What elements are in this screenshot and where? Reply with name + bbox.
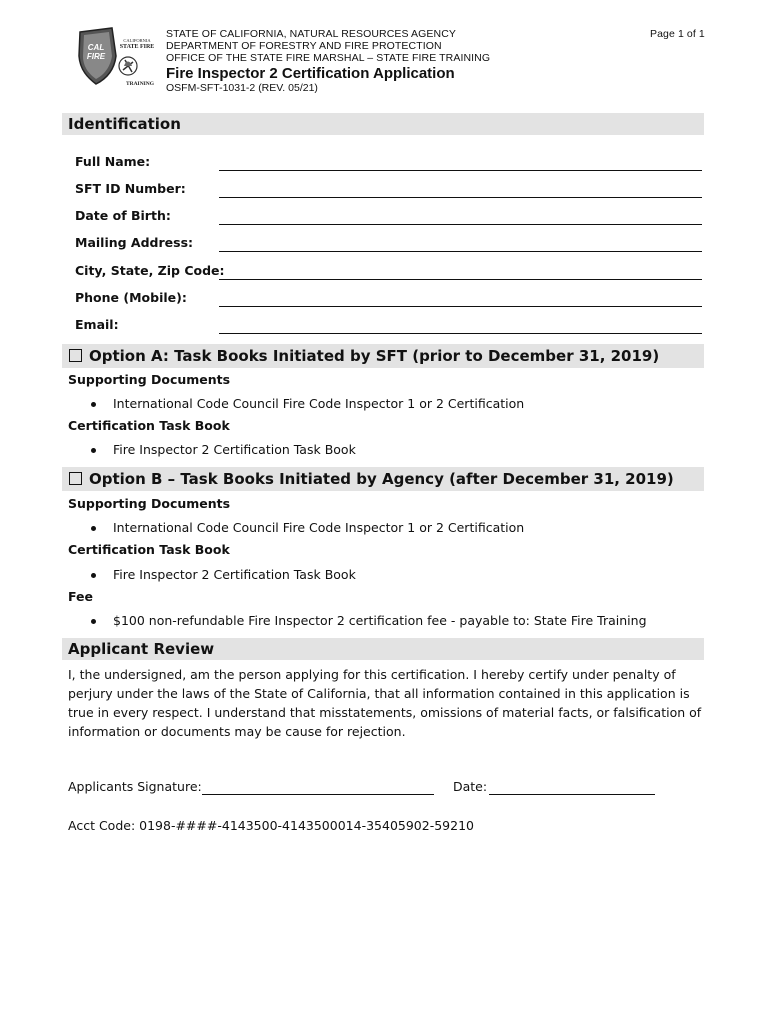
signature-field[interactable] — [202, 794, 434, 795]
logo-text-training: TRAINING — [125, 81, 155, 87]
form-number: OSFM-SFT-1031-2 (REV. 05/21) — [166, 82, 318, 94]
option-a-heading: Option A: Task Books Initiated by SFT (prior to December 31, 2019) — [89, 347, 660, 365]
date-field[interactable] — [489, 794, 655, 795]
option-a-taskbook-item: Fire Inspector 2 Certification Task Book — [113, 442, 356, 457]
certification-statement — [68, 665, 704, 741]
statement-line: information or documents may be cause for rejection. — [68, 724, 406, 739]
option-a-supporting-label: Supporting Documents — [68, 372, 231, 387]
full-name-field[interactable] — [219, 170, 702, 171]
agency-line-1: STATE OF CALIFORNIA, NATURAL RESOURCES AGENCY — [166, 28, 456, 40]
option-b-fee-label: Fee — [68, 589, 93, 604]
option-b-taskbook-label: Certification Task Book — [68, 542, 230, 557]
sft-id-label: SFT ID Number: — [75, 181, 186, 196]
bullet-icon — [91, 619, 96, 624]
date-of-birth-label: Date of Birth: — [75, 208, 171, 223]
identification-heading: Identification — [68, 115, 181, 133]
option-b-taskbook-item: Fire Inspector 2 Certification Task Book — [113, 567, 356, 582]
option-a-checkbox[interactable] — [69, 349, 82, 362]
option-b-checkbox[interactable] — [69, 472, 82, 485]
statement-line: perjury under the laws of the State of California, that all information contained in this application is — [68, 686, 690, 701]
phone-field[interactable] — [219, 306, 702, 307]
identification-heading-band — [62, 113, 704, 135]
logo-text-cal: CAL — [87, 43, 105, 52]
option-a-heading-band[interactable] — [62, 344, 704, 368]
applicant-review-heading: Applicant Review — [68, 640, 215, 658]
bullet-icon — [91, 402, 96, 407]
option-b-heading: Option B – Task Books Initiated by Agency (after December 31, 2019) — [89, 470, 674, 488]
logo — [76, 26, 156, 90]
sft-id-field[interactable] — [219, 197, 702, 198]
bullet-icon — [91, 526, 96, 531]
statement-line: I, the undersigned, am the person applying for this certification. I hereby certify under penalty of — [68, 667, 676, 682]
logo-text-state-fire: STATE FIRE — [119, 44, 155, 50]
form-title: Fire Inspector 2 Certification Application — [166, 65, 455, 82]
page-indicator: Page 1 of 1 — [650, 28, 705, 40]
full-name-label: Full Name: — [75, 154, 151, 169]
date-label: Date: — [453, 779, 488, 794]
logo-text-california: CALIFORNIA — [123, 38, 151, 43]
bullet-icon — [91, 448, 96, 453]
city-state-zip-field[interactable] — [219, 279, 702, 280]
agency-line-2: DEPARTMENT OF FORESTRY AND FIRE PROTECTION — [166, 40, 442, 52]
option-b-fee-item: $100 non-refundable Fire Inspector 2 certification fee - payable to: State Fire Training — [113, 613, 647, 628]
acct-code: Acct Code: 0198-####-4143500-4143500014-35405902-59210 — [68, 818, 474, 833]
mailing-address-field[interactable] — [219, 251, 702, 252]
option-b-supporting-item: International Code Council Fire Code Inspector 1 or 2 Certification — [113, 520, 525, 535]
signature-label: Applicants Signature: — [68, 779, 202, 794]
option-b-heading-band[interactable] — [62, 467, 704, 491]
option-a-supporting-item: International Code Council Fire Code Inspector 1 or 2 Certification — [113, 396, 525, 411]
email-label: Email: — [75, 317, 119, 332]
mailing-address-label: Mailing Address: — [75, 235, 194, 250]
email-field[interactable] — [219, 333, 702, 334]
phone-label: Phone (Mobile): — [75, 290, 187, 305]
date-of-birth-field[interactable] — [219, 224, 702, 225]
option-a-taskbook-label: Certification Task Book — [68, 418, 230, 433]
agency-line-3: OFFICE OF THE STATE FIRE MARSHAL – STATE FIRE TRAINING — [166, 52, 491, 64]
cal-fire-logo-graphic — [76, 26, 156, 90]
logo-text-fire: FIRE — [86, 52, 106, 61]
bullet-icon — [91, 573, 96, 578]
option-b-supporting-label: Supporting Documents — [68, 496, 231, 511]
city-state-zip-label: City, State, Zip Code: — [75, 263, 225, 278]
applicant-review-heading-band — [62, 638, 704, 660]
statement-line: true in every respect. I understand that misstatements, omissions of material facts, or falsification of — [68, 705, 702, 720]
